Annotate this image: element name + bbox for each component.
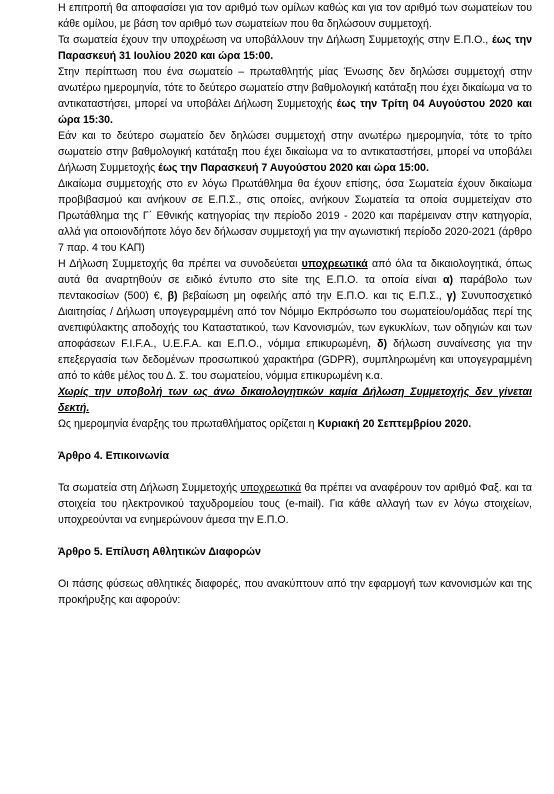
- deadline-date: έως την Παρασκευή 31 Ιουλίου 2020 και ώρα 15:00.: [58, 34, 532, 62]
- paragraph-text: βεβαίωση μη οφειλής από την Ε.Π.Ο. και τις Ε.Π.Σ.,: [177, 290, 447, 302]
- mandatory-emphasis: υποχρεωτικά: [240, 482, 302, 494]
- paragraph-disputes: [58, 576, 532, 608]
- document-page: [58, 0, 532, 608]
- article-5-heading: Άρθρο 5. Επίλυση Αθλητικών Διαφορών: [58, 546, 261, 558]
- paragraph-text: Η επιτροπή θα αποφασίσει για τον αριθμό των ομίλων καθώς και για τον αριθμό των σωματείων του κάθε ομίλου, με βάση τον αριθμό των σωματείων που θα δηλώσουν συμμετοχή.: [58, 2, 532, 30]
- paragraph-text: Τα σωματεία στη Δήλωση Συμμετοχής: [58, 482, 241, 494]
- paragraph-contact: [58, 480, 532, 528]
- paragraph-text: από όλα τα δικαιολογητικά, όπως αυτά θα αναρτηθούν σε ειδικό έντυπο στο site της Ε.Π.Ο. τα οποία είναι: [58, 258, 532, 286]
- deadline-date: έως την Τρίτη 04 Αυγούστου 2020 και ώρα 15:30.: [58, 98, 532, 126]
- paragraph-deadline-1: [58, 32, 532, 64]
- warning-text: Χωρίς την υποβολή των ως άνω δικαιολογητικών καμία Δήλωση Συμμετοχής δεν γίνεται δεκτή.: [58, 386, 532, 414]
- paragraph-text: Δικαίωμα συμμετοχής στο εν λόγω Πρωτάθλημα θα έχουν επίσης, όσα Σωματεία έχουν δικαίωμα προβιβασμού και ανήκουν σε Ε.Π.Σ., στις οποίες, ανήκουν Σωματεία τα οποία συμμετείχαν στο Πρωτάθλημα της Γ΄ Εθνικής κατηγορίας την περίοδο 2019 - 2020 και παρέμειναν στην κατηγορία, αλλά για οποιονδήποτε λόγο δεν δήλωσαν συμμετοχή για την αγωνιστική περίοδο 2020-2021 (άρθρο 7 παρ. 4 του ΚΑΠ): [58, 178, 532, 254]
- paragraph-text: θα πρέπει να αναφέρουν τον αριθμό Φαξ. και τα στοιχεία του ηλεκτρονικού ταχυδρομείου τους (e-mail). Για κάθε αλλαγή των εν λόγω στοιχείων, υποχρεούνται να ενημερώνουν άμεσα την Ε.Π.Ο.: [58, 482, 532, 526]
- paragraph-deadline-3: [58, 128, 532, 176]
- list-marker: β): [167, 290, 178, 302]
- article-4-heading: Άρθρο 4. Επικοινωνία: [58, 450, 169, 462]
- paragraph-start-date: [58, 416, 532, 432]
- paragraph-groups: [58, 0, 532, 32]
- paragraph-text: παράβολο των πεντακοσίων (500) €,: [58, 274, 532, 302]
- mandatory-emphasis: υποχρεωτικά: [301, 258, 368, 270]
- deadline-date: έως την Παρασκευή 7 Αυγούστου 2020 και ώρα 15:00.: [158, 162, 429, 174]
- list-marker: δ): [377, 338, 388, 350]
- paragraph-text: Οι πάσης φύσεως αθλητικές διαφορές, που ανακύπτουν από την εφαρμογή των κανονισμών και της προκήρυξης και αφορούν:: [58, 578, 532, 606]
- paragraph-deadline-2: [58, 64, 532, 128]
- paragraph-text: Εάν και το δεύτερο σωματείο δεν δηλώσει συμμετοχή στην ανωτέρω ημερομηνία, τότε το τρίτο σωματείο στην βαθμολογική κατάταξη που έχει δικαίωμα να το αντικαταστήσει, μπορεί να υποβάλει Δήλωση Συμμετοχής: [58, 130, 532, 174]
- paragraph-text: Ως ημερομηνία έναρξης του πρωταθλήματος ορίζεται η: [58, 418, 318, 430]
- list-marker: α): [442, 274, 453, 286]
- paragraph-text: δήλωση συναίνεσης για την επεξεργασία των δεδομένων προσωπικού χαρακτήρα (GDPR), συμπληρωμένη και υπογεγραμμένη από το κάθε μέλος του Δ. Σ. του σωματείου, νόμιμα επικυρωμένη κ.α.: [58, 338, 532, 382]
- paragraph-text: Συνυποσχετικό Διαιτησίας / Δήλωση υπογεγραμμένη από τον Νόμιμο Εκπρόσωπο του σωματείου/ομάδας περί της ανεπιφύλακτης αποδοχής του Καταστατικού, των Κανονισμών, των εγκυκλίων, των οδηγιών και των αποφάσεων F.I.F.A., U.E.F.A. και Ε.Π.Ο., νόμιμα επικυρωμένη,: [58, 290, 532, 350]
- list-marker: γ): [446, 290, 457, 302]
- paragraph-documents: [58, 256, 532, 384]
- paragraph-eligibility: [58, 176, 532, 256]
- paragraph-text: Η Δήλωση Συμμετοχής θα πρέπει να συνοδεύεται: [58, 258, 302, 270]
- start-date: Κυριακή 20 Σεπτεμβρίου 2020.: [317, 418, 472, 430]
- paragraph-text: Τα σωματεία έχουν την υποχρέωση να υποβάλλουν την Δήλωση Συμμετοχής στην Ε.Π.Ο.,: [58, 34, 492, 46]
- paragraph-warning: [58, 384, 532, 416]
- paragraph-text: Στην περίπτωση που ένα σωματείο – πρωταθλητής μίας Ένωσης δεν δηλώσει συμμετοχή στην ανωτέρω ημερομηνία, τότε το δεύτερο σωματείο στην βαθμολογική κατάταξη που έχει δικαίωμα να το αντικαταστήσει, μπορεί να υποβάλει Δήλωση Συμμετοχής: [58, 66, 532, 110]
